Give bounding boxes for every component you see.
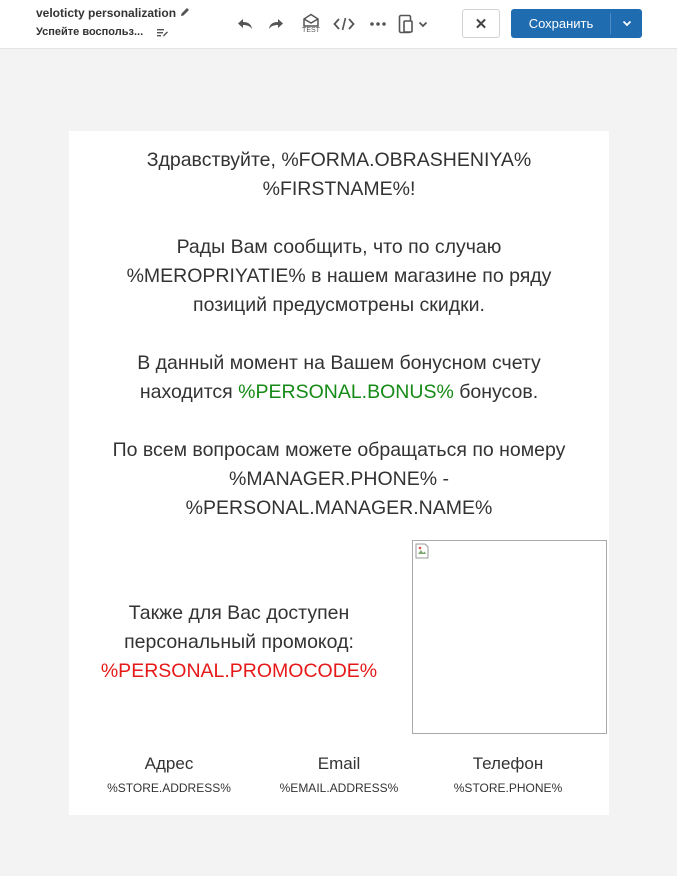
promo-text[interactable] [69,599,409,686]
undo-icon[interactable] [234,13,256,35]
image-placeholder[interactable] [412,540,607,734]
footer-label: Email [317,754,361,773]
device-preview-icon[interactable] [397,12,415,36]
save-options-button[interactable] [611,9,642,38]
bonus-line: В данный момент на Вашем бонусном счету [137,352,541,374]
template-subject: Успейте воспольз... [36,26,144,38]
template-title: veloticty personalization [36,6,177,20]
redo-icon[interactable] [265,13,287,35]
test-label: TEST [302,27,320,34]
contact-line: %MANAGER.PHONE% - [229,468,449,490]
footer-address[interactable] [84,751,254,796]
event-line: Рады Вам сообщить, что по случаю [176,236,502,258]
pencil-icon[interactable] [178,5,192,19]
chevron-down-icon[interactable] [417,16,429,32]
save-button-group [511,9,642,38]
editor-toolbar [0,0,677,49]
edit-lines-icon[interactable] [155,25,169,39]
footer-label: Телефон [472,754,544,773]
event-line: %MEROPRIYATIE% в нашем магазине по ряду [126,265,552,287]
save-button[interactable]: Сохранить [528,16,594,31]
contact-text[interactable] [69,436,609,523]
bonus-line [69,378,609,407]
event-line: позиций предусмотрены скидки. [193,294,485,316]
code-icon[interactable] [332,13,356,35]
promo-line: Также для Вас доступен [128,602,350,624]
chevron-down-icon [622,20,632,27]
greeting-line: Здравствуйте, %FORMA.OBRASHENIYA% [146,149,532,171]
bonus-value: %PERSONAL.BONUS% [238,381,454,403]
close-icon: ✕ [474,15,488,33]
greeting-line: %FIRSTNAME%! [262,178,416,200]
promo-line: персональный промокод: [124,631,354,653]
more-icon[interactable] [368,13,388,35]
footer-email[interactable] [254,751,424,796]
event-text[interactable] [69,233,609,320]
footer-value: %STORE.PHONE% [453,781,563,795]
email-canvas[interactable] [69,131,609,815]
footer-value: %EMAIL.ADDRESS% [279,781,399,795]
bonus-prefix: находится [139,381,239,403]
close-button[interactable] [462,9,500,38]
greeting-text[interactable] [69,146,609,204]
contact-line: %PERSONAL.MANAGER.NAME% [185,497,493,519]
promo-code: %PERSONAL.PROMOCODE% [100,660,378,682]
footer-label: Адрес [144,754,194,773]
bonus-suffix: бонусов. [453,381,539,403]
contact-line: По всем вопросам можете обращаться по номеру [112,439,566,461]
broken-image-icon [415,543,429,559]
bonus-text[interactable] [69,349,609,407]
test-mail-icon[interactable] [299,11,323,37]
footer-value: %STORE.ADDRESS% [107,781,231,795]
footer-phone[interactable] [423,751,593,796]
